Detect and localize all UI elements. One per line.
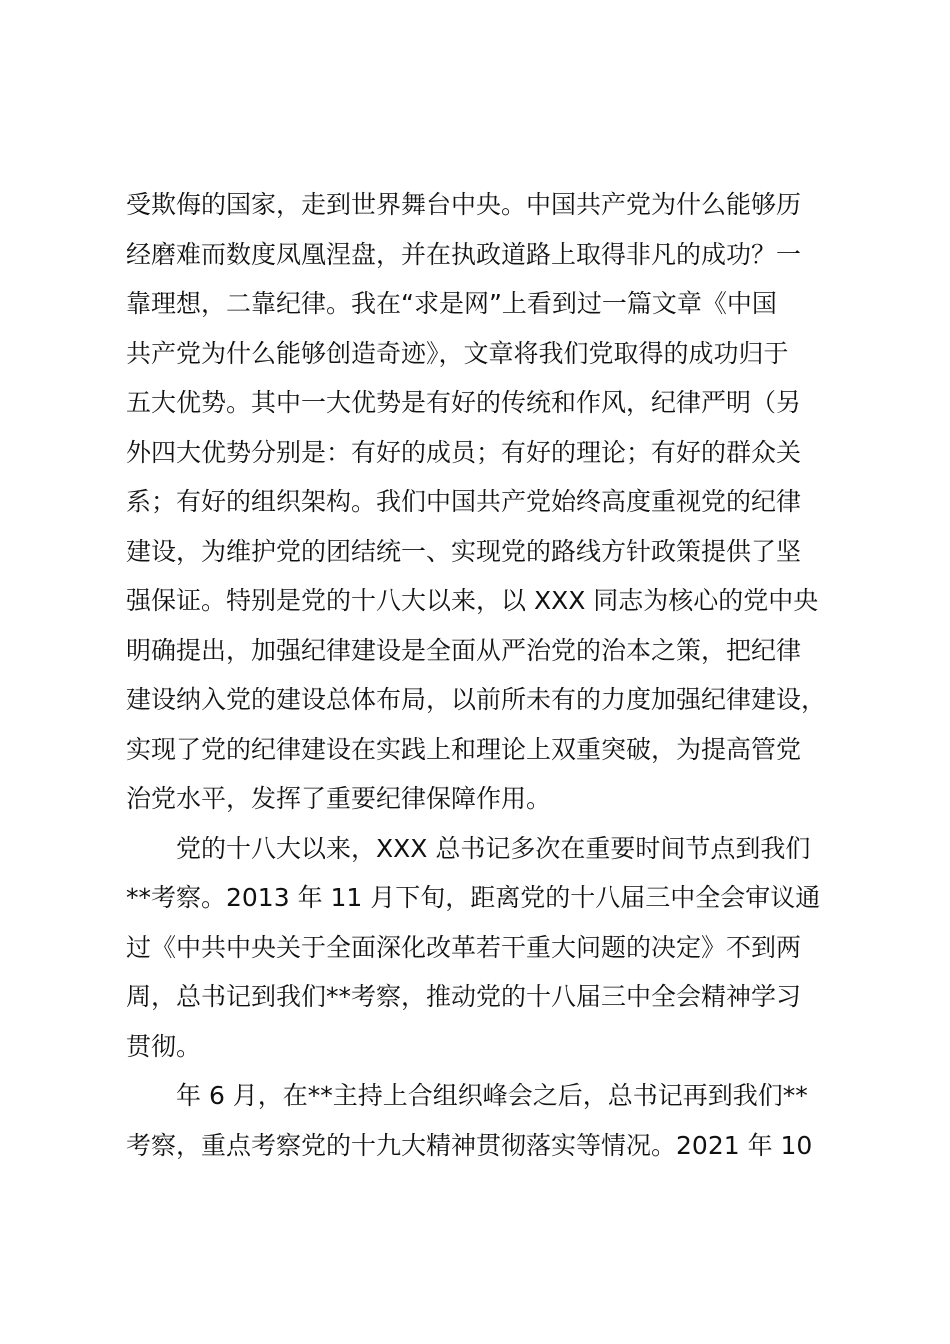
text-line: 外四大优势分别是：有好的成员；有好的理论；有好的群众关 [126,437,802,467]
text-line: 建设，为维护党的团结统一、实现党的路线方针政策提供了坚 [126,536,802,566]
body-text [126,180,866,1170]
text-line: 贯彻。 [126,1031,202,1061]
paragraph-first-line: 年 6 月，在**主持上合组织峰会之后，总书记再到我们** [176,1081,808,1110]
text-line: 经磨难而数度凤凰涅盘，并在执政道路上取得非凡的成功？一 [126,239,802,269]
text-line: **考察。2013 年 11 月下旬，距离党的十八届三中全会审议通 [126,883,821,912]
text-line: 共产党为什么能够创造奇迹》，文章将我们党取得的成功归于 [126,338,789,368]
text-line: 治党水平，发挥了重要纪律保障作用。 [126,784,552,813]
text-line: 过《中共中央关于全面深化改革若干重大问题的决定》不到两 [126,932,802,962]
text-line: 考察，重点考察党的十九大精神贯彻落实等情况。2021 年 10 [126,1130,813,1160]
text-line: 强保证。特别是党的十八大以来，以 XXX 同志为核心的党中央 [126,586,819,615]
text-line: 五大优势。其中一大优势是有好的传统和作风，纪律严明（另 [126,388,802,417]
text-line: 靠理想，二靠纪律。我在“求是网”上看到过一篇文章《中国 [126,289,777,318]
text-line: 实现了党的纪律建设在实践上和理论上双重突破，为提高管党 [126,734,802,764]
paragraph-first-line: 党的十八大以来，XXX 总书记多次在重要时间节点到我们 [176,833,811,863]
text-line: 明确提出，加强纪律建设是全面从严治党的治本之策，把纪律 [126,635,802,665]
text-line: 周，总书记到我们**考察，推动党的十八届三中全会精神学习 [126,982,802,1011]
text-line: 系；有好的组织架构。我们中国共产党始终高度重视党的纪律 [126,487,802,516]
text-line: 受欺侮的国家，走到世界舞台中央。中国共产党为什么能够历 [126,190,802,219]
text-line: 建设纳入党的建设总体布局，以前所未有的力度加强纪律建设， [126,685,827,714]
